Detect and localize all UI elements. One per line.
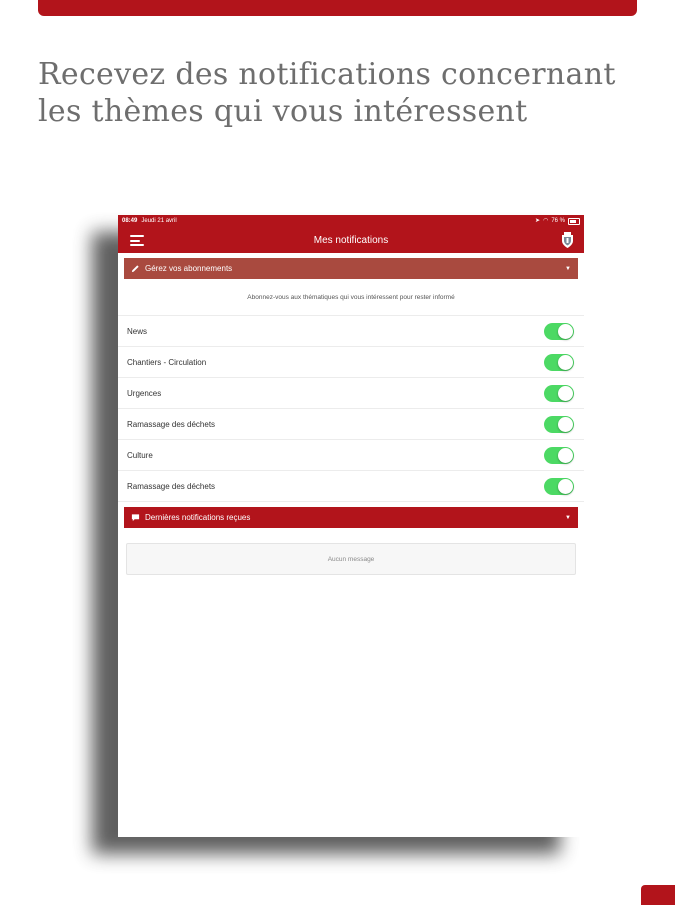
corner-brand-tab	[641, 885, 675, 905]
topic-row-ramassage-2	[118, 471, 584, 502]
empty-message-box	[126, 543, 576, 575]
topic-label: Urgences	[127, 388, 162, 398]
chat-bubble-icon	[131, 513, 140, 522]
page-title: Mes notifications	[313, 234, 389, 246]
promo-headline	[38, 56, 648, 130]
chevron-down-icon: ▼	[565, 265, 571, 272]
tablet-screen	[118, 215, 584, 837]
empty-message: Aucun message	[327, 555, 375, 563]
topic-toggle-chantiers[interactable]	[544, 354, 574, 371]
topic-row-culture	[118, 440, 584, 471]
topic-toggle-urgences[interactable]	[544, 385, 574, 402]
status-time: 08:49	[122, 218, 138, 224]
top-brand-band	[38, 0, 637, 16]
status-bar	[118, 215, 584, 227]
location-icon: ➤	[535, 218, 541, 224]
topic-label: Ramassage des déchets	[127, 419, 216, 429]
received-header-label: Dernières notifications reçues	[145, 513, 251, 522]
topic-row-urgences	[118, 378, 584, 409]
topic-row-news	[118, 316, 584, 347]
subscriptions-header[interactable]	[124, 258, 578, 279]
topic-row-chantiers	[118, 347, 584, 378]
topic-label: Ramassage des déchets	[127, 481, 216, 491]
topic-row-ramassage	[118, 409, 584, 440]
headline-line-1: Recevez des notifications concernant	[38, 57, 616, 92]
topic-toggle-ramassage-2[interactable]	[544, 478, 574, 495]
coat-of-arms-icon[interactable]	[561, 232, 574, 248]
topic-label: Chantiers - Circulation	[127, 357, 207, 367]
topic-toggle-culture[interactable]	[544, 447, 574, 464]
battery-icon	[568, 218, 580, 225]
topic-label: News	[127, 326, 148, 336]
received-header[interactable]	[124, 507, 578, 528]
status-right	[535, 215, 580, 227]
subscriptions-intro: Abonnez-vous aux thématiques qui vous intéressent pour rester informé	[118, 279, 584, 316]
hamburger-menu-icon[interactable]	[130, 235, 144, 246]
pencil-icon	[131, 264, 140, 273]
topic-label: Culture	[127, 450, 153, 460]
topic-toggle-ramassage[interactable]	[544, 416, 574, 433]
topic-toggle-news[interactable]	[544, 323, 574, 340]
subscriptions-header-label: Gérez vos abonnements	[145, 264, 233, 273]
headline-line-2: les thèmes qui vous intéressent	[38, 94, 528, 129]
status-date: Jeudi 21 avril	[141, 218, 177, 224]
topic-list	[118, 316, 584, 502]
battery-percent: 76 %	[551, 218, 565, 224]
app-bar	[118, 227, 584, 253]
wifi-icon: ◠	[543, 218, 549, 224]
chevron-down-icon: ▼	[565, 514, 571, 521]
